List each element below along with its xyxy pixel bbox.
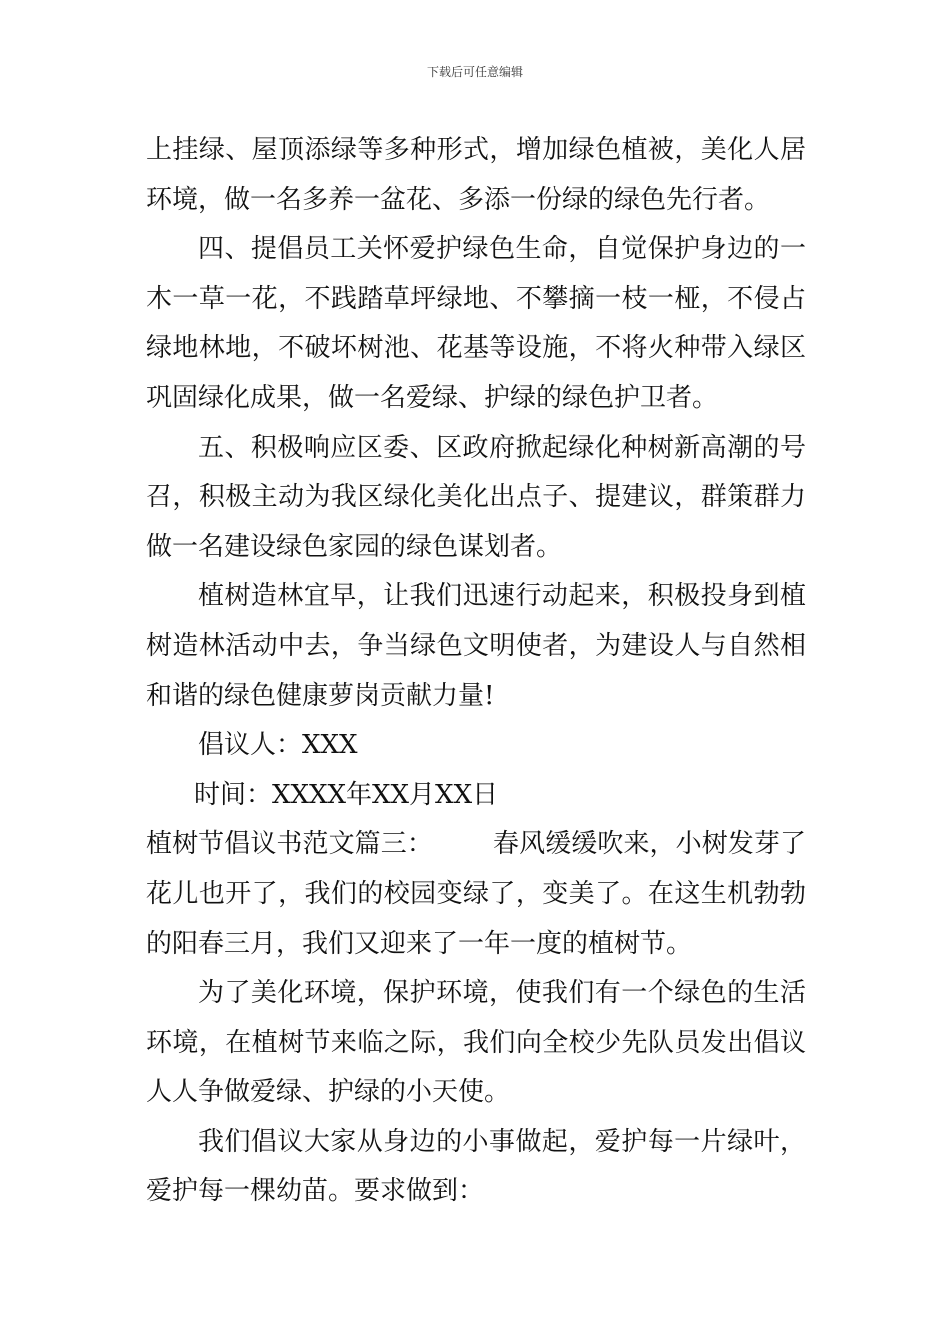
text-line: 环境，在植树节来临之际，我们向全校少先队员发出倡议 xyxy=(146,1027,806,1058)
section-first-sentence: 春风缓缓吹来，小树发芽了 xyxy=(492,829,806,860)
text-line: 召，积极主动为我区绿化美化出点子、提建议，群策群力 xyxy=(146,482,806,513)
text-line: 我们倡议大家从身边的小事做起，爱护每一片绿叶， xyxy=(198,1126,806,1157)
signer-line: 倡议人：XXX xyxy=(198,730,358,761)
text-line: 环境，做一名多养一盆花、多添一份绿的绿色先行者。 xyxy=(146,184,771,215)
text-line: 五、积极响应区委、区政府掀起绿化种树新高潮的号 xyxy=(198,432,806,463)
document-body xyxy=(146,126,806,1217)
text-line: 四、提倡员工关怀爱护绿色生命，自觉保护身边的一 xyxy=(198,234,806,265)
text-line: 爱护每一棵幼苗。要求做到： xyxy=(146,1176,485,1207)
text-line: 上挂绿、屋顶添绿等多种形式，增加绿色植被，美化人居 xyxy=(146,135,806,165)
text-line: 人人争做爱绿、护绿的小天使。 xyxy=(146,1077,511,1108)
section-title-line xyxy=(146,820,806,870)
text-line: 的阳春三月，我们又迎来了一年一度的植树节。 xyxy=(146,928,693,959)
text-line: 树造林活动中去，争当绿色文明使者，为建设人与自然相 xyxy=(146,630,806,661)
text-line: 巩固绿化成果，做一名爱绿、护绿的绿色护卫者。 xyxy=(146,382,719,413)
text-line: 花儿也开了，我们的校园变绿了，变美了。在这生机勃勃 xyxy=(146,878,806,909)
text-line: 和谐的绿色健康萝岗贡献力量! xyxy=(146,680,495,711)
text-line: 植树造林宜早，让我们迅速行动起来，积极投身到植 xyxy=(198,581,806,612)
text-line: 木一草一花，不践踏草坪绿地、不攀摘一枝一桠，不侵占 xyxy=(146,283,806,314)
date-line: 时间：XXXX年XX月XX日 xyxy=(194,779,499,810)
text-line: 做一名建设绿色家园的绿色谋划者。 xyxy=(146,531,563,562)
section-title: 植树节倡议书范文篇三： xyxy=(146,829,433,860)
text-line: 绿地林地，不破坏树池、花基等设施，不将火种带入绿区 xyxy=(146,333,806,364)
page-header-note: 下载后可任意编辑 xyxy=(426,65,523,79)
text-line: 为了美化环境，保护环境，使我们有一个绿色的生活 xyxy=(198,978,806,1009)
